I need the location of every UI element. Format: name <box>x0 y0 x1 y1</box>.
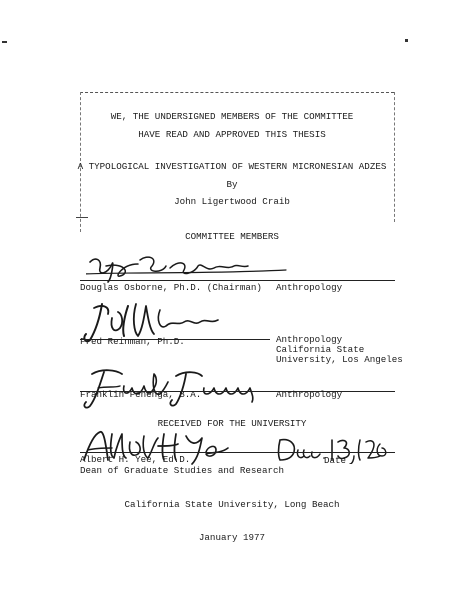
dean-title: Dean of Graduate Studies and Research <box>80 465 284 476</box>
member-dept-reinman-line-1: Anthropology <box>276 334 343 345</box>
signature-line-dean <box>80 452 395 453</box>
dean-name: Albert H. Yee, Ed.D. <box>80 454 191 465</box>
member-dept-osborne: Anthropology <box>276 282 343 293</box>
member-dept-fenenga: Anthropology <box>276 389 343 400</box>
dean-date-label: Date <box>324 455 347 466</box>
institution: California State University, Long Beach <box>124 499 340 510</box>
committee-heading: COMMITTEE MEMBERS <box>185 231 279 242</box>
member-dept-reinman-line-3: University, Los Angeles <box>276 354 403 365</box>
frame-top-border <box>80 92 394 93</box>
thesis-by: By <box>226 179 238 190</box>
thesis-title: A TYPOLOGICAL INVESTIGATION OF WESTERN MICRONESIAN ADZES <box>77 161 387 172</box>
scan-mark-right <box>405 39 408 42</box>
thesis-author: John Ligertwood Craib <box>174 196 290 207</box>
member-name-reinman: Fred Reinman, Ph.D. <box>80 336 185 347</box>
approval-statement-line-2: HAVE READ AND APPROVED THIS THESIS <box>138 129 326 140</box>
frame-left-tick <box>76 217 88 218</box>
submission-date: January 1977 <box>198 532 266 543</box>
signature-line-osborne <box>80 280 395 281</box>
approval-statement-line-1: WE, THE UNDERSIGNED MEMBERS OF THE COMMITTEE <box>110 111 354 122</box>
received-heading: RECEIVED FOR THE UNIVERSITY <box>157 418 307 429</box>
member-name-osborne: Douglas Osborne, Ph.D. (Chairman) <box>80 282 262 293</box>
signature-fenenga <box>78 366 258 410</box>
scan-mark-left <box>2 41 7 43</box>
member-dept-reinman-line-2: California State <box>276 344 365 355</box>
member-name-fenenga: Franklin Fenenga, B.A. <box>80 389 202 400</box>
